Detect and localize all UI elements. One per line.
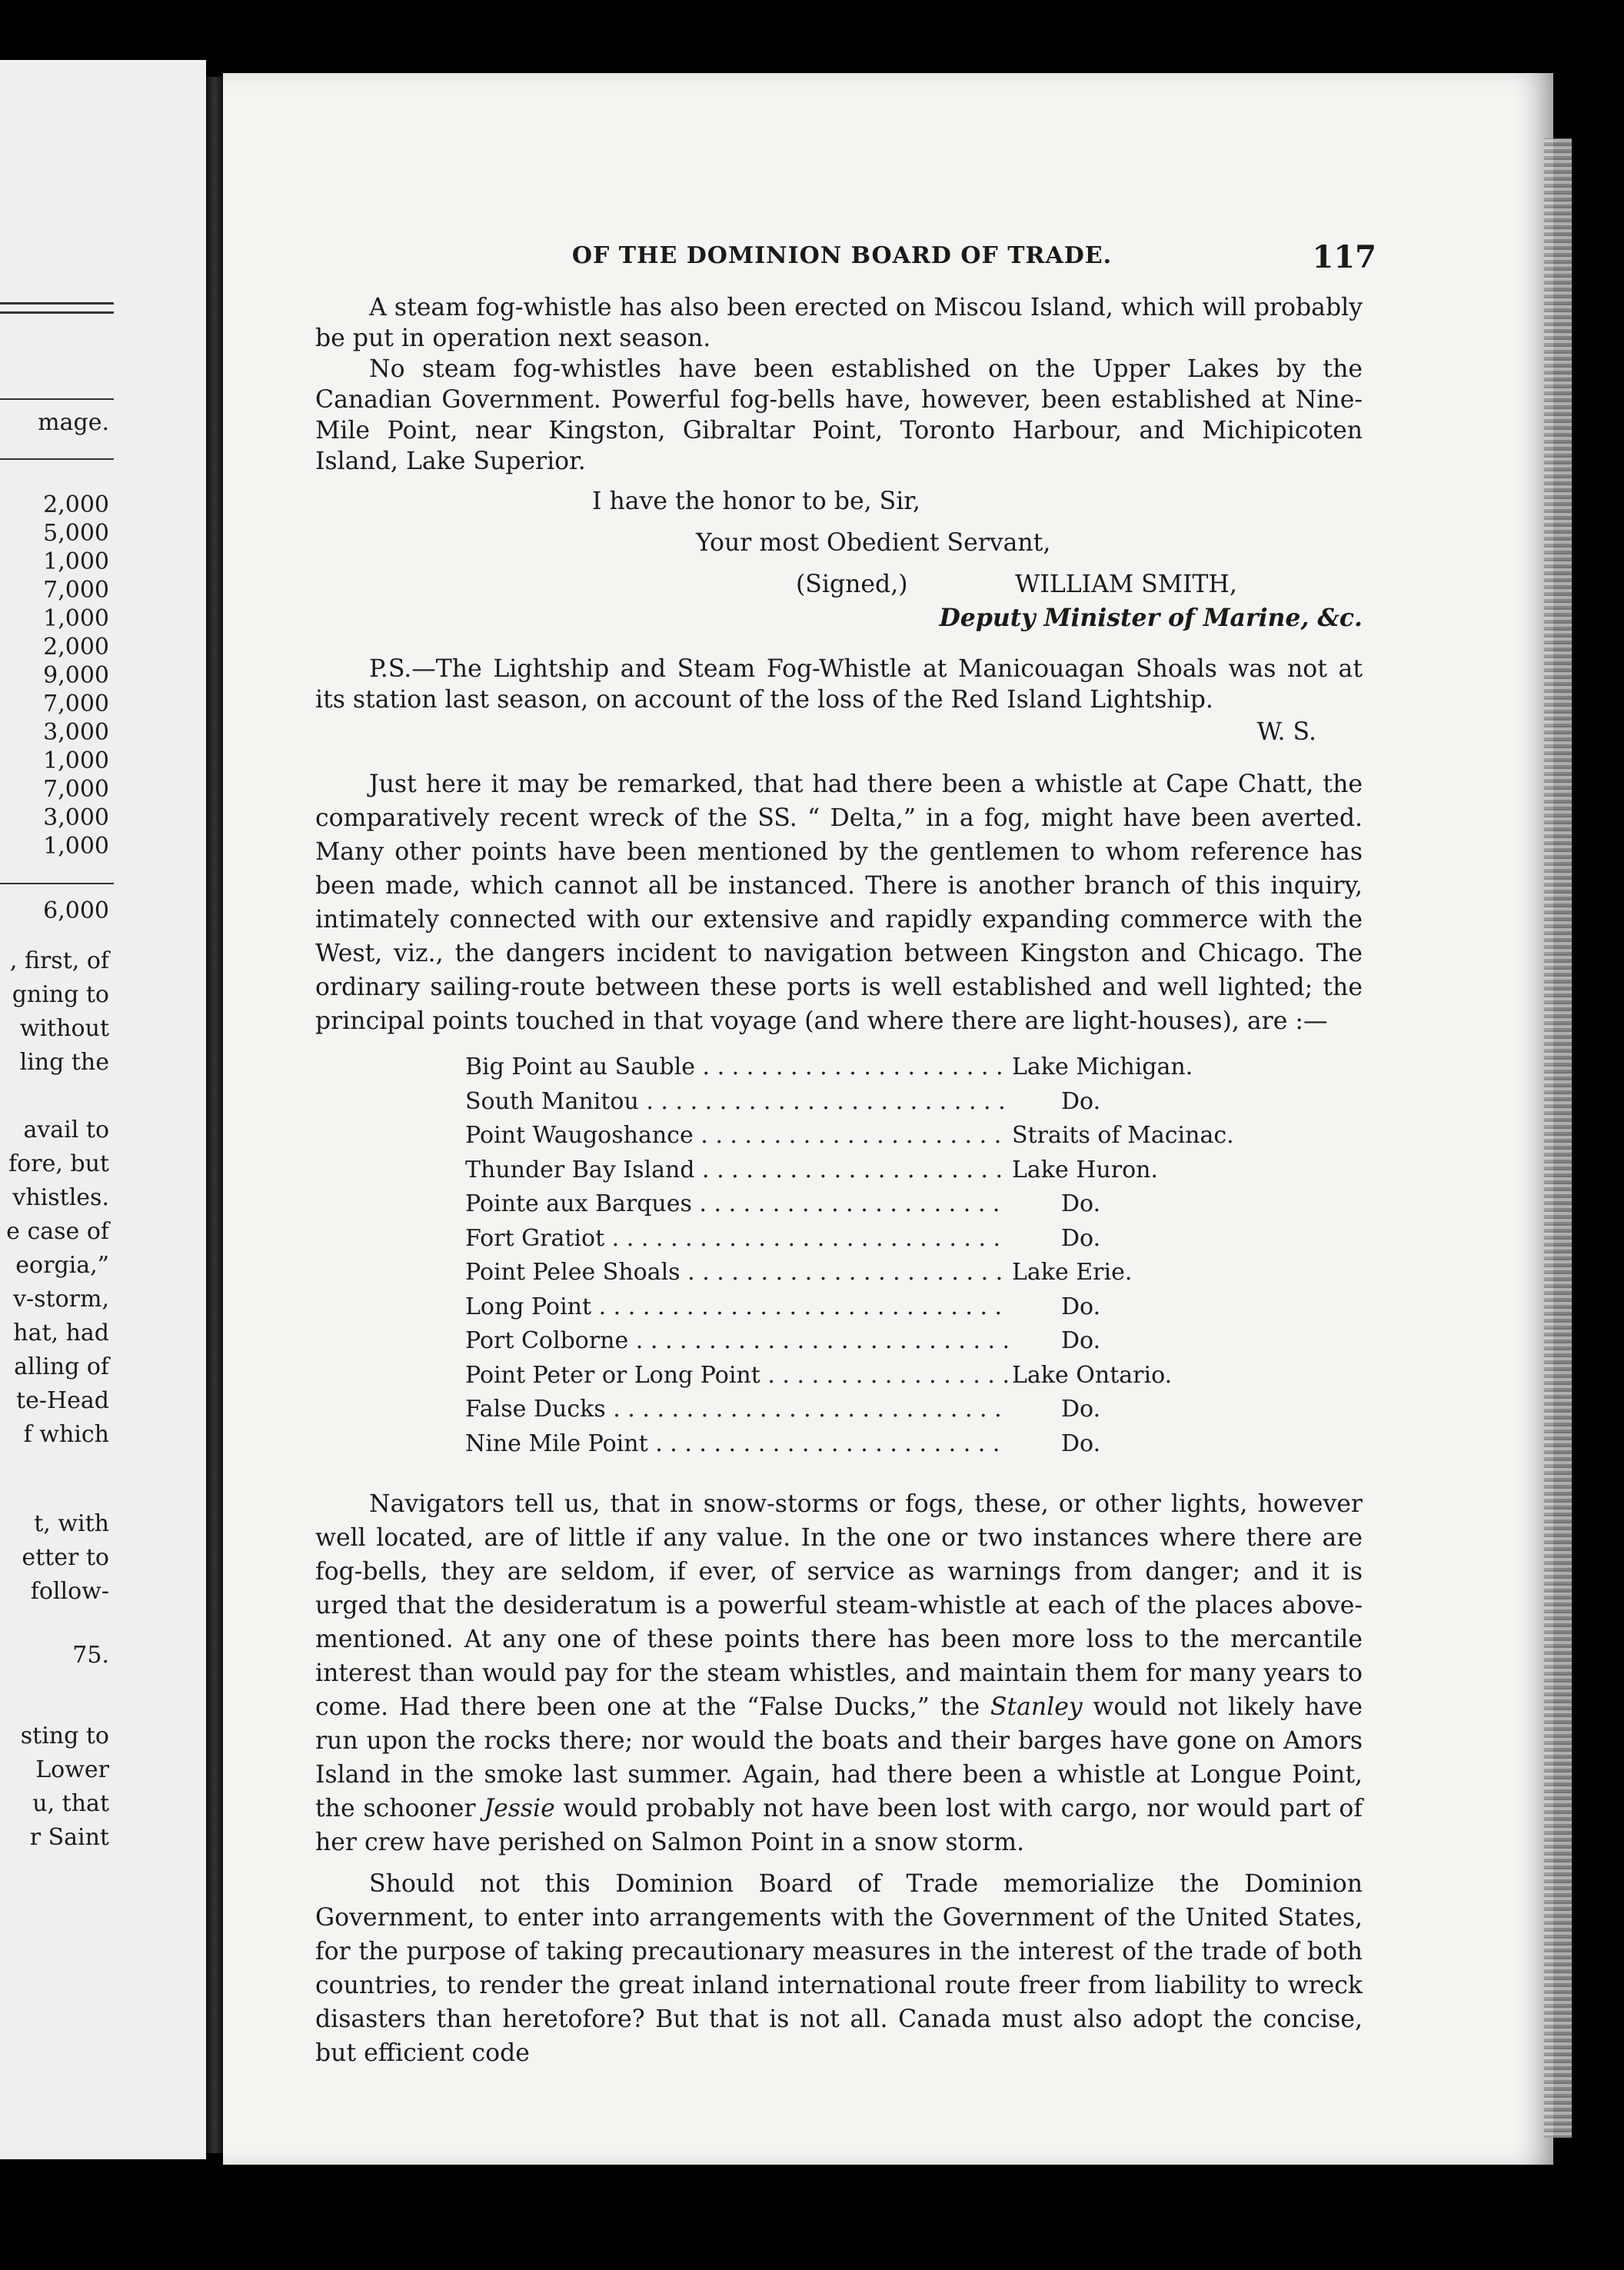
list-item <box>465 1427 1363 1462</box>
light-name: Pointe aux Barques . . . <box>465 1187 1007 1222</box>
list-item <box>465 1119 1363 1153</box>
fragment-text: follow- <box>30 1578 109 1605</box>
paragraph <box>315 1487 1363 1859</box>
fragment-text: 9,000 <box>43 662 109 689</box>
light-name: Point Peter or Long Point . . . <box>465 1359 1007 1393</box>
paragraph: No steam fog-whistles have been established on the Upper Lakes by the Canadian Government. Powerful fog-bells have, however, been established at Nine-Mile Point, near Kingston, Gibraltar Point, Toronto Harbour, and Michipicoten Island, Lake Superior. <box>315 355 1363 475</box>
light-name: Nine Mile Point . . . <box>465 1427 1007 1462</box>
fragment-text: t, with <box>34 1510 109 1537</box>
fragment-text: 2,000 <box>43 634 109 661</box>
light-location: Do. <box>1061 1224 1101 1252</box>
light-location: Do. <box>1061 1293 1101 1320</box>
lighthouse-list <box>465 1050 1363 1461</box>
list-item <box>465 1393 1363 1427</box>
fragment-text: f which <box>23 1421 109 1448</box>
list-item <box>465 1324 1363 1359</box>
fragment-text: sting to <box>20 1722 109 1749</box>
list-item <box>465 1187 1363 1222</box>
rule <box>0 311 114 314</box>
rule <box>0 302 114 305</box>
postscript-initials: W. S. <box>1256 718 1316 746</box>
signed-label: (Signed,) <box>796 571 908 598</box>
fragment-text: 2,000 <box>43 491 109 518</box>
signature-line <box>315 568 1363 601</box>
fragment-text: avail to <box>23 1117 109 1143</box>
list-item <box>465 1085 1363 1120</box>
postscript: P.S.—The Lightship and Steam Fog-Whistle at Manicouagan Shoals was not at its station last season, on account of the loss of the Red Island Lightship. <box>315 655 1363 714</box>
fragment-text: 3,000 <box>43 804 109 831</box>
rule <box>0 458 114 460</box>
book-gutter <box>206 77 223 2153</box>
light-location: Do. <box>1061 1430 1101 1457</box>
fragment-text: Lower <box>35 1756 109 1783</box>
signer-name: WILLIAM SMITH, <box>1015 571 1237 598</box>
light-location: Straits of Macinac. <box>1012 1122 1234 1149</box>
page-number: 117 <box>1312 239 1376 275</box>
fragment-text: , first, of <box>9 947 109 974</box>
fragment-text: eorgia,” <box>15 1252 109 1279</box>
list-item <box>465 1050 1363 1085</box>
list-item <box>465 1256 1363 1290</box>
rule <box>0 883 114 884</box>
book-page <box>223 73 1553 2165</box>
light-name: Long Point . . . <box>465 1290 1007 1325</box>
fragment-text: 7,000 <box>43 577 109 604</box>
fragment-text: e case of <box>6 1218 109 1245</box>
facing-page-fragment <box>0 60 206 2159</box>
fragment-text: 5,000 <box>43 520 109 547</box>
running-head <box>315 239 1376 281</box>
light-name: South Manitou . . . <box>465 1085 1007 1120</box>
light-location: Lake Michigan. <box>1012 1053 1193 1080</box>
light-location: Do. <box>1061 1087 1101 1115</box>
fragment-text: 6,000 <box>43 897 109 924</box>
fragment-text: mage. <box>38 409 109 436</box>
fragment-text: 3,000 <box>43 719 109 746</box>
signer-title: Deputy Minister of Marine, &c. <box>939 604 1363 632</box>
light-location: Lake Huron. <box>1012 1156 1159 1183</box>
fragment-text: 7,000 <box>43 691 109 717</box>
light-location: Do. <box>1061 1190 1101 1217</box>
light-name: False Ducks . . . <box>465 1393 1007 1427</box>
page-body <box>315 292 1363 2070</box>
text-run: would not likely have run upon the rocks there; nor would the boats and their barges have gone on Amors Island in the smoke last summer. Again, had there been a whistle at Longue Point, the schooner <box>315 1693 1363 1822</box>
paragraph: Just here it may be remarked, that had there been a whistle at Cape Chatt, the comparatively recent wreck of the SS. “ Delta,” in a fog, might have been averted. Many other points have been mentioned by the gentlemen to whom reference has been made, which cannot all be instanced. There is another branch of this inquiry, intimately connected with our extensive and rapidly expanding commerce with the West, viz., the dangers incident to navigation between Kingston and Chicago. The ordinary sailing-route between these ports is well established and well lighted; the principal points touched in that voyage (and where there are light-houses), are :— <box>315 771 1363 1035</box>
fragment-text: r Saint <box>29 1824 109 1851</box>
light-name: Point Waugoshance . . . <box>465 1119 1007 1153</box>
rule <box>0 398 114 400</box>
running-title: OF THE DOMINION BOARD OF TRADE. <box>571 242 1113 269</box>
fragment-text: te-Head <box>16 1387 109 1414</box>
closing-line: I have the honor to be, Sir, <box>592 488 920 515</box>
fragment-text: ling the <box>19 1049 109 1076</box>
light-name: Point Pelee Shoals . . . <box>465 1256 1007 1290</box>
list-item <box>465 1290 1363 1325</box>
light-name: Big Point au Sauble . . . <box>465 1050 1007 1085</box>
light-name: Thunder Bay Island . . . <box>465 1153 1007 1188</box>
list-item <box>465 1359 1363 1393</box>
fragment-text: 1,000 <box>43 548 109 575</box>
fragment-text: alling of <box>14 1353 109 1380</box>
fragment-text: hat, had <box>13 1320 109 1346</box>
fragment-text: 1,000 <box>43 605 109 632</box>
closing-line: Your most Obedient Servant, <box>696 529 1051 557</box>
fragment-text: fore, but <box>8 1150 109 1177</box>
list-item <box>465 1222 1363 1256</box>
fragment-text: 7,000 <box>43 776 109 803</box>
light-location: Do. <box>1061 1327 1101 1354</box>
paragraph: A steam fog-whistle has also been erected on Miscou Island, which will probably be put in operation next season. <box>315 294 1363 352</box>
fragment-text: v-storm, <box>13 1286 109 1313</box>
light-location: Lake Ontario. <box>1012 1361 1173 1389</box>
text-run: would probably not have been lost with cargo, nor would part of her crew have perished on Salmon Point in a snow storm. <box>315 1795 1363 1856</box>
ship-name: Jessie <box>484 1795 555 1822</box>
fragment-text: 75. <box>72 1642 109 1669</box>
page-edge <box>1544 138 1572 2138</box>
fragment-text: 1,000 <box>43 833 109 860</box>
text-run: Navigators tell us, that in snow-storms or fogs, these, or other lights, however well located, are of little if any value. In the one or two instances where there are fog-bells, they are seldom, if ever, of service as warnings from danger; and it is urged that the desideratum is a powerful steam-whistle at each of the places above-mentioned. At any one of these points there has been more loss to the mercantile interest than would pay for the steam whistles, and maintain them for many years to come. Had there been one at the “False Ducks,” the <box>315 1490 1363 1721</box>
fragment-text: etter to <box>22 1544 109 1571</box>
fragment-text: without <box>19 1015 109 1042</box>
light-name: Fort Gratiot . . . <box>465 1222 1007 1256</box>
ship-name: Stanley <box>990 1693 1083 1721</box>
fragment-text: vhistles. <box>12 1184 109 1211</box>
light-location: Lake Erie. <box>1012 1259 1133 1286</box>
fragment-text: gning to <box>12 981 109 1008</box>
fragment-text: 1,000 <box>43 747 109 774</box>
list-item <box>465 1153 1363 1188</box>
paragraph: Should not this Dominion Board of Trade memorialize the Dominion Government, to enter into arrangements with the Government of the United States, for the purpose of taking precautionary measures in the interest of the trade of both countries, to render the great inland international route freer from liability to wreck disasters than heretofore? But that is not all. Canada must also adopt the concise, but efficient code <box>315 1870 1363 2067</box>
light-location: Do. <box>1061 1396 1101 1423</box>
fragment-text: u, that <box>32 1790 109 1817</box>
light-name: Port Colborne . . . <box>465 1324 1007 1359</box>
